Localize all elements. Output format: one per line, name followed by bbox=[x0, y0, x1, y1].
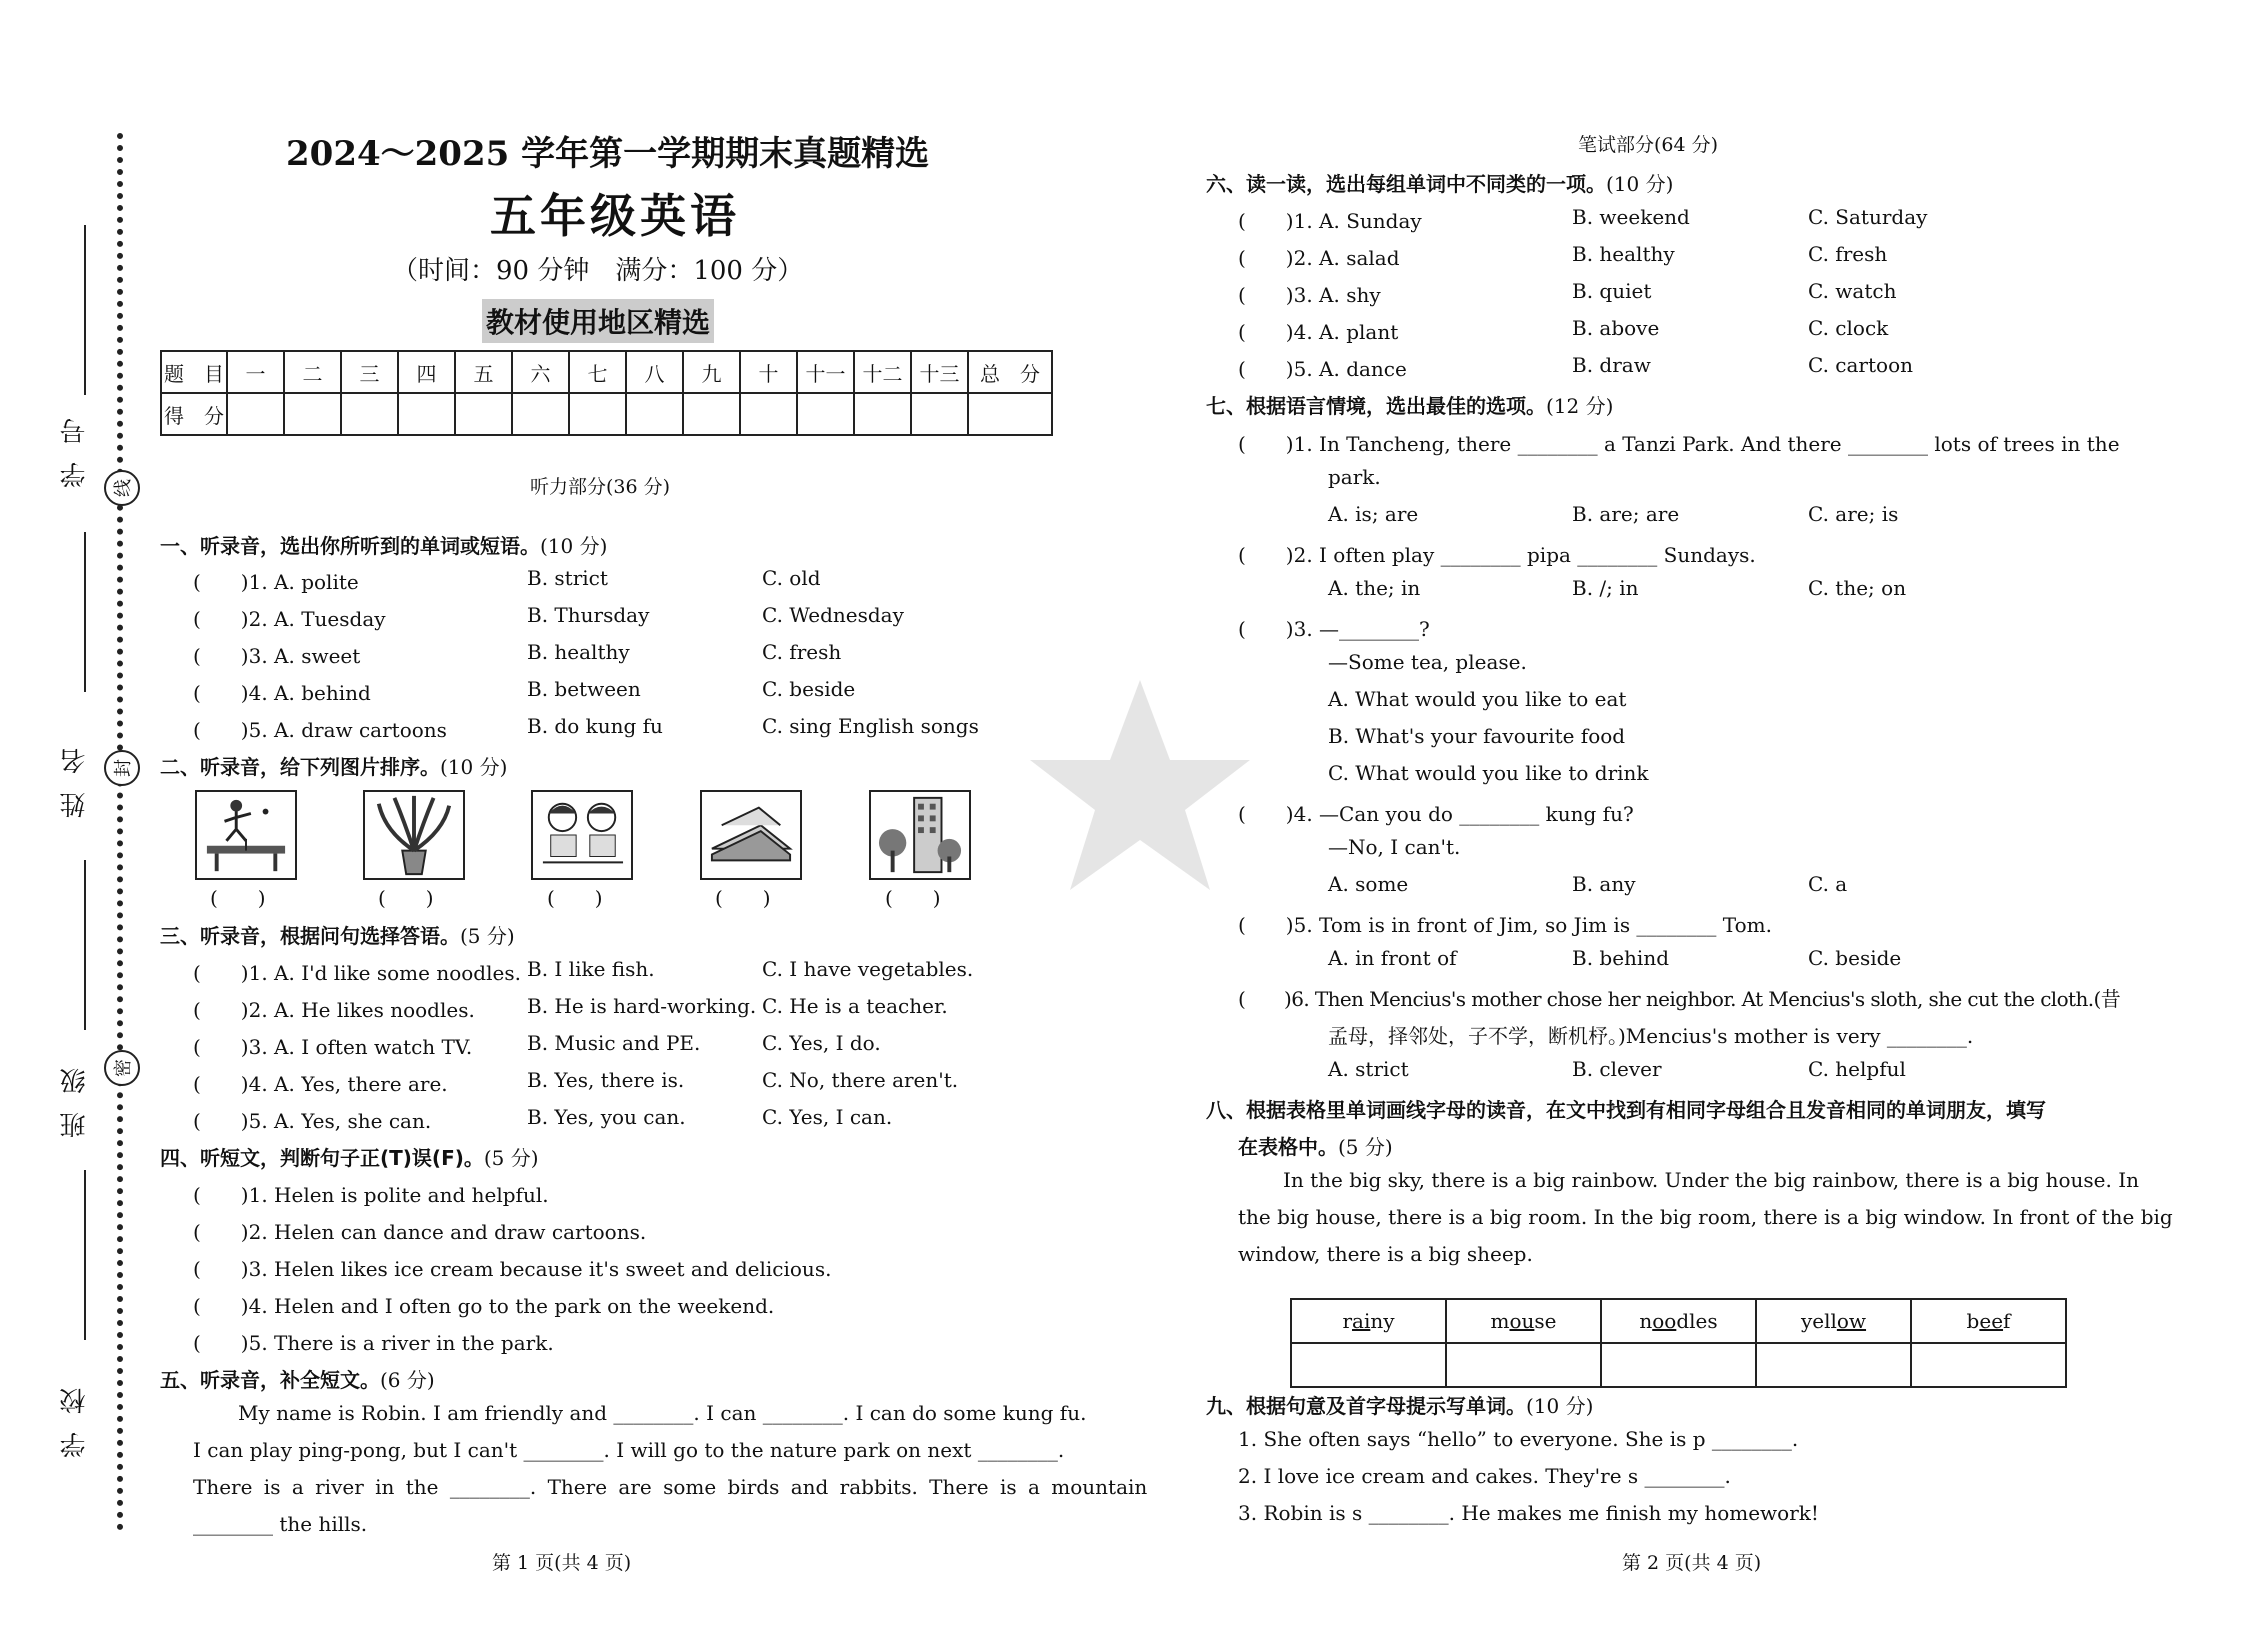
s1-q5-stem: ( )5. A. draw cartoons bbox=[193, 718, 447, 742]
s3-q3-option-b: B. Music and PE. bbox=[527, 1031, 701, 1055]
score-header-cell: 四 bbox=[398, 351, 455, 393]
s3-q4-stem: ( )4. A. Yes, there are. bbox=[193, 1072, 448, 1096]
phonics-answer-cell[interactable] bbox=[1601, 1343, 1756, 1387]
s3-q2-option-b: B. He is hard-working. bbox=[527, 994, 757, 1018]
s6-q2-option-b: B. healthy bbox=[1572, 242, 1675, 266]
s1-q4-stem: ( )4. A. behind bbox=[193, 681, 371, 705]
s6-q5-stem: ( )5. A. dance bbox=[1238, 357, 1407, 381]
s1-q4-option-c: C. beside bbox=[762, 677, 856, 701]
picture-answer-blank[interactable]: ( ) bbox=[210, 886, 266, 910]
phonics-answer-cell[interactable] bbox=[1446, 1343, 1601, 1387]
s1-q3-stem: ( )3. A. sweet bbox=[193, 644, 361, 668]
s1-q3-option-b: B. healthy bbox=[527, 640, 630, 664]
score-header-cell: 八 bbox=[626, 351, 683, 393]
score-header-cell: 二 bbox=[284, 351, 341, 393]
s3-q1-option-b: B. I like fish. bbox=[527, 957, 655, 981]
s7-q6-option-b: B. clever bbox=[1572, 1057, 1662, 1081]
s8-passage-line: window, there is a big sheep. bbox=[1238, 1242, 1533, 1266]
phonics-table bbox=[1290, 1298, 2067, 1388]
s5-passage-line: There is a river in the ________. There are some birds and rabbits. There is a mountain bbox=[193, 1475, 1148, 1499]
score-table-score-row bbox=[161, 393, 1052, 435]
s1-q1-option-b: B. strict bbox=[527, 566, 608, 590]
score-header-cell: 十三 bbox=[911, 351, 968, 393]
s4-item: ( )3. Helen likes ice cream because it's sweet and delicious. bbox=[193, 1257, 832, 1281]
s8-passage-line: In the big sky, there is a big rainbow. Under the big rainbow, there is a big house. In bbox=[1283, 1168, 2139, 1192]
score-row-label: 得 分 bbox=[161, 393, 227, 435]
s3-q3-option-c: C. Yes, I do. bbox=[762, 1031, 881, 1055]
s1-q1-stem: ( )1. A. polite bbox=[193, 570, 359, 594]
s7-q1-stem-cont: park. bbox=[1328, 465, 1381, 489]
s1-q5-option-c: C. sing English songs bbox=[762, 714, 979, 738]
s7-q1-option-b: B. are; are bbox=[1572, 502, 1680, 526]
s1-q1-option-c: C. old bbox=[762, 566, 821, 590]
s6-q1-option-c: C. Saturday bbox=[1808, 205, 1928, 229]
section-8-title: 八、根据表格里单词画线字母的读音，在文中找到有相同字母组合且发音相同的单词朋友，填写 bbox=[1206, 1098, 2046, 1122]
s7-q4-option-b: B. any bbox=[1572, 872, 1636, 896]
score-header-cell: 五 bbox=[455, 351, 512, 393]
s5-passage-line: My name is Robin. I am friendly and ________. I can ________. I can do some kung fu. bbox=[238, 1401, 1087, 1425]
exam-subtitle: 五年级英语 bbox=[490, 189, 740, 243]
binding-mark-secret: 密 bbox=[104, 1050, 140, 1086]
score-header-cell: 十一 bbox=[797, 351, 854, 393]
s3-q2-option-c: C. He is a teacher. bbox=[762, 994, 948, 1018]
score-table-header-row bbox=[161, 351, 1052, 393]
score-input-cell[interactable] bbox=[797, 393, 854, 435]
student-id-field[interactable] bbox=[56, 400, 96, 510]
phonics-word: beef bbox=[1911, 1299, 2066, 1343]
score-header-cell: 九 bbox=[683, 351, 740, 393]
s7-q3-option-b: B. What's your favourite food bbox=[1328, 724, 1626, 748]
s7-q3-stem: ( )3. —________? bbox=[1238, 617, 1430, 641]
s9-item: 3. Robin is s ________. He makes me finish my homework! bbox=[1238, 1501, 1819, 1525]
s7-q2-option-b: B. /; in bbox=[1572, 576, 1639, 600]
s6-q3-option-b: B. quiet bbox=[1572, 279, 1652, 303]
section-7-title: 七、根据语言情境，选出最佳的选项。(12 分) bbox=[1206, 394, 1614, 418]
s6-q3-stem: ( )3. A. shy bbox=[1238, 283, 1381, 307]
plant-icon bbox=[363, 790, 465, 880]
region-tag: 教材使用地区精选 bbox=[482, 299, 714, 343]
score-header-cell: 十 bbox=[740, 351, 797, 393]
section-4-title: 四、听短文，判断句子正(T)误(F)。(5 分) bbox=[160, 1146, 539, 1170]
s7-q1-option-a: A. is; are bbox=[1328, 502, 1419, 526]
s1-q5-option-b: B. do kung fu bbox=[527, 714, 663, 738]
s3-q2-stem: ( )2. A. He likes noodles. bbox=[193, 998, 475, 1022]
score-header-cell: 三 bbox=[341, 351, 398, 393]
s6-q4-stem: ( )4. A. plant bbox=[1238, 320, 1399, 344]
s6-q1-stem: ( )1. A. Sunday bbox=[1238, 209, 1422, 233]
s7-q5-option-a: A. in front of bbox=[1328, 946, 1457, 970]
binding-rule bbox=[84, 225, 86, 395]
s3-q3-stem: ( )3. A. I often watch TV. bbox=[193, 1035, 473, 1059]
s7-q3-option-c: C. What would you like to drink bbox=[1328, 761, 1649, 785]
s7-q6-stem: ( )6. Then Mencius's mother chose her neighbor. At Mencius's sloth, she cut the cloth.(昔 bbox=[1238, 987, 2121, 1011]
s7-q4-stem: ( )4. —Can you do ________ kung fu? bbox=[1238, 802, 1634, 826]
score-header-cell: 题 目 bbox=[161, 351, 227, 393]
s4-item: ( )5. There is a river in the park. bbox=[193, 1331, 554, 1355]
s7-q5-option-c: C. beside bbox=[1808, 946, 1902, 970]
s1-q2-option-c: C. Wednesday bbox=[762, 603, 904, 627]
phonics-word: yellow bbox=[1756, 1299, 1911, 1343]
section-5-title: 五、听录音，补全短文。(6 分) bbox=[160, 1368, 435, 1392]
score-input-cell[interactable] bbox=[227, 393, 284, 435]
score-header-cell: 十二 bbox=[854, 351, 911, 393]
children-reading-icon bbox=[531, 790, 633, 880]
s1-q3-option-c: C. fresh bbox=[762, 640, 842, 664]
score-input-cell[interactable] bbox=[854, 393, 911, 435]
score-input-cell[interactable] bbox=[341, 393, 398, 435]
exam-time-info: （时间：90 分钟 满分：100 分） bbox=[392, 256, 804, 286]
student-name-label: 姓名 bbox=[60, 730, 90, 818]
score-header-cell: 总 分 bbox=[968, 351, 1052, 393]
s7-q4-answer: —No, I can't. bbox=[1328, 835, 1461, 859]
class-label: 班级 bbox=[60, 1050, 90, 1138]
binding-mark-line: 线 bbox=[104, 470, 140, 506]
s3-q5-stem: ( )5. A. Yes, she can. bbox=[193, 1109, 432, 1133]
s6-q4-option-b: B. above bbox=[1572, 316, 1660, 340]
exam-title: 2024～2025 学年第一学期期末真题精选 bbox=[286, 134, 930, 174]
s7-q6-option-a: A. strict bbox=[1328, 1057, 1409, 1081]
s9-item: 2. I love ice cream and cakes. They're s ________. bbox=[1238, 1464, 1731, 1488]
score-input-cell[interactable] bbox=[683, 393, 740, 435]
s6-q1-option-b: B. weekend bbox=[1572, 205, 1690, 229]
section-3-title: 三、听录音，根据问句选择答语。(5 分) bbox=[160, 924, 515, 948]
binding-rule bbox=[84, 860, 86, 1030]
phonics-word: noodles bbox=[1601, 1299, 1756, 1343]
score-input-cell[interactable] bbox=[569, 393, 626, 435]
binding-rule bbox=[84, 532, 86, 692]
section-2-title: 二、听录音，给下列图片排序。(10 分) bbox=[160, 755, 508, 779]
score-input-cell[interactable] bbox=[455, 393, 512, 435]
s1-q4-option-b: B. between bbox=[527, 677, 641, 701]
school-label: 学校 bbox=[60, 1370, 90, 1458]
s7-q1-stem: ( )1. In Tancheng, there ________ a Tanzi Park. And there ________ lots of trees in the bbox=[1238, 432, 2120, 456]
s4-item: ( )2. Helen can dance and draw cartoons. bbox=[193, 1220, 647, 1244]
score-header-cell: 一 bbox=[227, 351, 284, 393]
s7-q3-answer: —Some tea, please. bbox=[1328, 650, 1527, 674]
s4-item: ( )1. Helen is polite and helpful. bbox=[193, 1183, 549, 1207]
s6-q4-option-c: C. clock bbox=[1808, 316, 1889, 340]
picture-answer-blank[interactable]: ( ) bbox=[885, 886, 941, 910]
s5-passage-line: ________ the hills. bbox=[193, 1512, 368, 1536]
s7-q5-stem: ( )5. Tom is in front of Jim, so Jim is ________ Tom. bbox=[1238, 913, 1772, 937]
s7-q3-option-a: A. What would you like to eat bbox=[1328, 687, 1627, 711]
picture-answer-blank[interactable]: ( ) bbox=[715, 886, 771, 910]
s3-q1-stem: ( )1. A. I'd like some noodles. bbox=[193, 961, 521, 985]
watermark-logo bbox=[840, 660, 1360, 960]
s3-q1-option-c: C. I have vegetables. bbox=[762, 957, 974, 981]
s7-q4-option-c: C. a bbox=[1808, 872, 1848, 896]
score-input-cell[interactable] bbox=[398, 393, 455, 435]
s7-q6-stem-cont: 孟母，择邻处，子不学，断机杼。)Mencius's mother is very ________. bbox=[1328, 1024, 1974, 1048]
phonics-word: mouse bbox=[1446, 1299, 1601, 1343]
s4-item: ( )4. Helen and I often go to the park on the weekend. bbox=[193, 1294, 775, 1318]
s7-q6-option-c: C. helpful bbox=[1808, 1057, 1906, 1081]
score-table bbox=[160, 350, 1053, 436]
phonics-answer-cell[interactable] bbox=[1756, 1343, 1911, 1387]
s3-q5-option-b: B. Yes, you can. bbox=[527, 1105, 686, 1129]
s7-q2-option-c: C. the; on bbox=[1808, 576, 1907, 600]
s6-q3-option-c: C. watch bbox=[1808, 279, 1897, 303]
section-8-title-cont: 在表格中。(5 分) bbox=[1238, 1135, 1393, 1159]
class-field[interactable] bbox=[56, 1050, 96, 1160]
page-footer-left: 第 1 页(共 4 页) bbox=[492, 1552, 632, 1574]
s3-q4-option-c: C. No, there aren't. bbox=[762, 1068, 959, 1092]
binding-dotted-line bbox=[117, 133, 123, 1531]
section-9-title: 九、根据句意及首字母提示写单词。(10 分) bbox=[1206, 1394, 1594, 1418]
sandwich-icon bbox=[700, 790, 802, 880]
school-field[interactable] bbox=[56, 1370, 96, 1480]
binding-mark-seal: 封 bbox=[104, 750, 140, 786]
section-1-title: 一、听录音，选出你所听到的单词或短语。(10 分) bbox=[160, 534, 608, 558]
s7-q2-option-a: A. the; in bbox=[1328, 576, 1421, 600]
phonics-answer-row bbox=[1291, 1343, 2066, 1387]
s3-q4-option-b: B. Yes, there is. bbox=[527, 1068, 685, 1092]
score-input-cell[interactable] bbox=[968, 393, 1052, 435]
s6-q2-option-c: C. fresh bbox=[1808, 242, 1888, 266]
score-input-cell[interactable] bbox=[284, 393, 341, 435]
s7-q4-option-a: A. some bbox=[1328, 872, 1409, 896]
score-header-cell: 七 bbox=[569, 351, 626, 393]
phonics-word: rainy bbox=[1291, 1299, 1446, 1343]
score-input-cell[interactable] bbox=[512, 393, 569, 435]
student-id-label: 学号 bbox=[60, 400, 90, 488]
s6-q5-option-c: C. cartoon bbox=[1808, 353, 1913, 377]
ping-pong-icon bbox=[195, 790, 297, 880]
s6-q2-stem: ( )2. A. salad bbox=[1238, 246, 1400, 270]
picture-answer-blank[interactable]: ( ) bbox=[547, 886, 603, 910]
s3-q5-option-c: C. Yes, I can. bbox=[762, 1105, 893, 1129]
score-input-cell[interactable] bbox=[911, 393, 968, 435]
s7-q2-stem: ( )2. I often play ________ pipa ________ Sundays. bbox=[1238, 543, 1756, 567]
s7-q1-option-c: C. are; is bbox=[1808, 502, 1899, 526]
phonics-word-row bbox=[1291, 1299, 2066, 1343]
student-name-field[interactable] bbox=[56, 730, 96, 840]
phonics-answer-cell[interactable] bbox=[1291, 1343, 1446, 1387]
s9-item: 1. She often says “hello” to everyone. She is p ________. bbox=[1238, 1427, 1799, 1451]
score-input-cell[interactable] bbox=[626, 393, 683, 435]
listening-heading: 听力部分(36 分) bbox=[530, 476, 671, 498]
s6-q5-option-b: B. draw bbox=[1572, 353, 1651, 377]
s8-passage-line: the big house, there is a big room. In the big room, there is a big window. In front of the big bbox=[1238, 1205, 2173, 1229]
s5-passage-line: I can play ping-pong, but I can't ________. I will go to the nature park on next ________. bbox=[193, 1438, 1065, 1462]
phonics-answer-cell[interactable] bbox=[1911, 1343, 2066, 1387]
score-header-cell: 六 bbox=[512, 351, 569, 393]
score-input-cell[interactable] bbox=[740, 393, 797, 435]
writing-heading: 笔试部分(64 分) bbox=[1578, 134, 1719, 156]
s7-q5-option-b: B. behind bbox=[1572, 946, 1670, 970]
picture-answer-blank[interactable]: ( ) bbox=[378, 886, 434, 910]
s1-q2-stem: ( )2. A. Tuesday bbox=[193, 607, 386, 631]
s1-q2-option-b: B. Thursday bbox=[527, 603, 650, 627]
section-6-title: 六、读一读，选出每组单词中不同类的一项。(10 分) bbox=[1206, 172, 1674, 196]
page-footer-right: 第 2 页(共 4 页) bbox=[1622, 1552, 1762, 1574]
binding-rule bbox=[84, 1170, 86, 1340]
